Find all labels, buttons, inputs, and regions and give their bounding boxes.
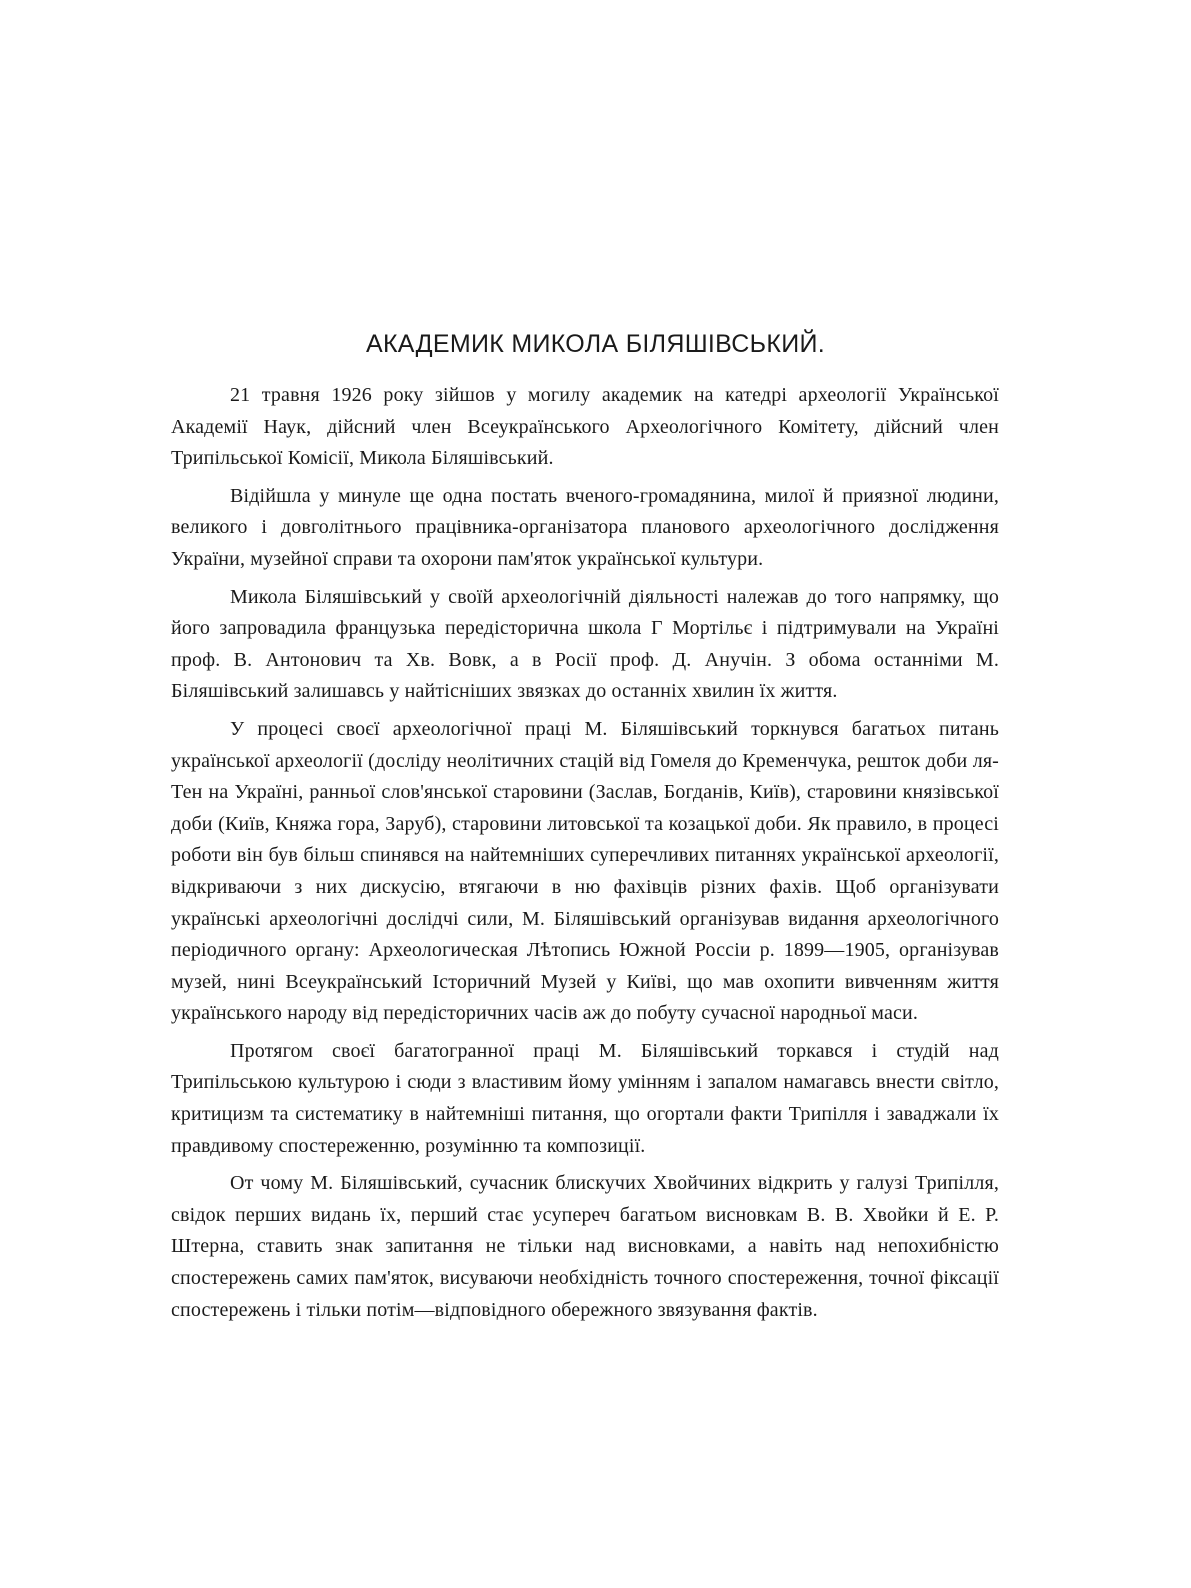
- paragraph-1: 21 травня 1926 року зійшов у могилу академик на катедрі археології Української Академії Наук, дійсний член Всеукраїнського Археологічного Комітету, дійсний член Трипільської Комісії, Микола Біляшівський.: [171, 384, 999, 470]
- paragraph-4: У процесі своєї археологічної праці М. Біляшівський торкнувся багатьох питань української археології (досліду неолітичних стацій від Гомеля до Кременчука, решток доби ля-Тен на Україні, ранньої слов'янської старовини (Заслав, Богданів, Київ), старовини князівської доби (Київ, Княжа гора, Заруб), старовини литовської та козацької доби. Як правило, в процесі роботи він був більш спинявся на найтемніших суперечливих питаннях української археології, відкриваючи з них дискусію, втягаючи в ню фахівців різних фахів. Щоб організувати українські археологічні дослідчі сили, М. Біляшівський організував видання археологічного періодичного органу: Археологическая Лѣтопись Южной Россіи р. 1899—1905, організував музей, нині Всеукраїнський Історичний Музей у Київі, що мав охопити вивченням життя українського народу від передісторичних часів аж до побуту сучасної народньої маси.: [171, 717, 999, 1025]
- paragraph-6: От чому М. Біляшівський, сучасник блискучих Хвойчиних відкрить у галузі Трипілля, свідок перших видань їх, перший стає усупереч багатьом висновкам В. В. Хвойки й Е. Р. Штерна, ставить знак запитання не тільки над висновками, а навіть над непохибністю спостережень самих пам'яток, висуваючи необхідність точного спостереження, точної фіксації спостережень і тільки потім—відповідного обережного звязування фактів.: [171, 1172, 999, 1321]
- page-title: АКАДЕМИК МИКОЛА БІЛЯШІВСЬКИЙ.: [365, 330, 826, 358]
- paragraph-5: Протягом своєї багатогранної праці М. Біляшівський торкався і студій над Трипільською культурою і сюди з властивим йому умінням і запалом намагавсь внести світло, критицизм та систематику в найтемніші питання, що огортали факти Трипілля і заваджали їх правдивому спостереженню, розумінню та композиції.: [171, 1039, 999, 1157]
- paragraph-3: Микола Біляшівський у своїй археологічній діяльності належав до того напрямку, що його запровадила французька передісторична школа Г Мортільє і підтримували на Україні проф. В. Антонович та Хв. Вовк, а в Росії проф. Д. Анучін. З обома останніми М. Біляшівський залишавсь у найтісніших звязках до останніх хвилин їх життя.: [171, 585, 999, 703]
- article-body: [171, 380, 999, 1332]
- paragraph-2: Відійшла у минуле ще одна постать вченого-громадянина, милої й приязної людини, великого і довголітнього працівника-організатора планового археологічного дослідження України, музейної справи та охорони пам'яток української культури.: [171, 484, 999, 570]
